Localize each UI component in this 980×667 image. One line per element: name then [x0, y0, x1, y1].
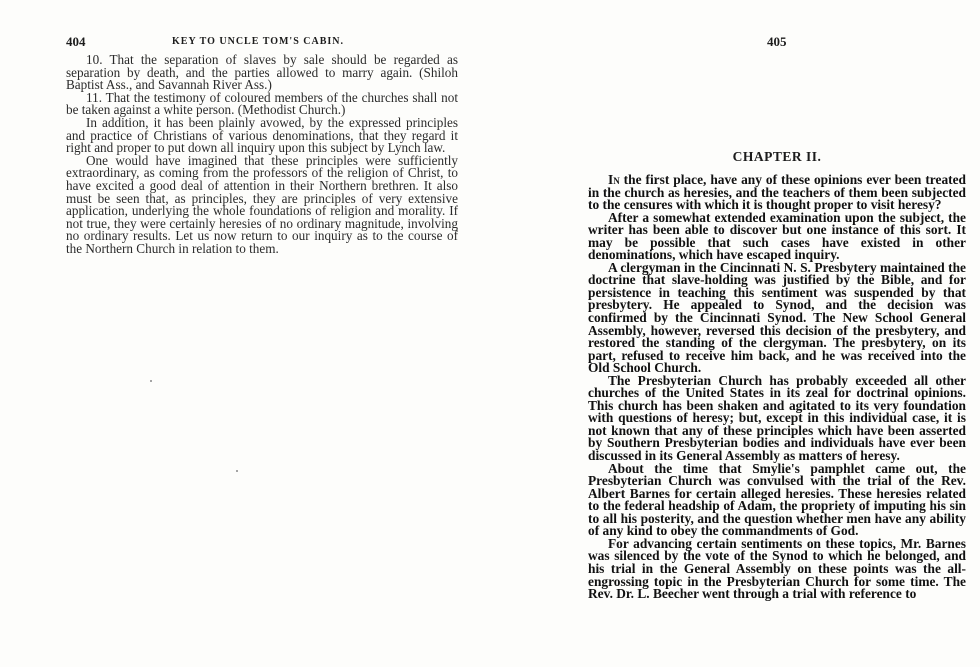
- right-page-number: 405: [767, 34, 787, 49]
- paragraph: After a somewhat extended examination upon the subject, the writer has been able to discover but one instance of this sort. It may be possible that such cases have existed in other denominations, which have escaped inquiry.: [588, 209, 966, 263]
- right-page-body: [588, 174, 966, 601]
- paragraph: For advancing certain sentiments on these topics, Mr. Barnes was silenced by the vote of the Synod to which he belonged, and his trial in the General Assembly on these points was the all-engrossing topic in the Presbyterian Church for some time. The Rev. Dr. L. Beecher went through a trial with reference to: [588, 535, 966, 602]
- opening-text: the first place, have any of these opinions ever been treated in the church as heresies, and the teachers of them been subjected to the censures with which it is thought proper to visit heresy?: [588, 172, 966, 213]
- first-word: In: [608, 172, 620, 187]
- paragraph: In addition, it has been plainly avowed, by the expressed principles and practice of Christians of various denominations, that they regard it right and proper to put down all inquiry upon this subject by Lynch law.: [66, 114, 458, 156]
- paragraph: One would have imagined that these principles were sufficiently extraordinary, as coming from the professors of the religion of Christ, to have excited a good deal of attention in their Northern brethren. It also must be seen that, as principles, they are principles of very extensive application, underlying the whole foundations of religion and morality. If not true, they were certainly heresies of no ordinary magnitude, involving no ordinary results. Let us now return to our inquiry as to the course of the Northern Church in relation to them.: [66, 152, 458, 256]
- paper-speck: [236, 470, 238, 472]
- chapter-title: CHAPTER II.: [732, 149, 822, 164]
- paper-speck: [150, 380, 152, 382]
- paragraph: 10. That the separation of slaves by sale should be regarded as separation by death, and the parties allowed to marry again. (Shiloh Baptist Ass., and Savannah River Ass.): [66, 52, 458, 93]
- paragraph-opening: [588, 174, 966, 212]
- paragraph: 11. That the testimony of coloured members of the churches shall not be taken against a white person. (Methodist Church.): [66, 89, 458, 118]
- left-page-number: 404: [66, 34, 86, 49]
- paragraph: About the time that Smylie's pamphlet came out, the Presbyterian Church was convulsed with the trial of the Rev. Albert Barnes for certain alleged heresies. These heresies related to the federal headship of Adam, the propriety of imputing his sin to all his posterity, and the question whether men have any ability of any kind to obey the commandments of God.: [588, 460, 966, 539]
- right-page: [490, 0, 980, 667]
- paragraph: The Presbyterian Church has probably exceeded all other churches of the United States in its zeal for doctrinal opinions. This church has been shaken and agitated to its very foundation with questions of heresy; but, except in this individual case, it is not known that any of these principles which have been asserted by Southern Presbyterian bodies and individuals have ever been discussed in its General Assembly as matters of heresy.: [588, 372, 966, 464]
- running-head: KEY TO UNCLE TOM'S CABIN.: [172, 36, 344, 47]
- paragraph: A clergyman in the Cincinnati N. S. Presbytery maintained the doctrine that slave-holding was justified by the Bible, and for persistence in teaching this sentiment was suspended by that presbytery. He appealed to Synod, and the decision was confirmed by the Cincinnati Synod. The New School General Assembly, however, reversed this decision of the presbytery, and restored the standing of the clergyman. The presbytery, on its part, refused to receive him back, and he was received into the Old School Church.: [588, 259, 966, 376]
- left-page-body: [66, 54, 458, 256]
